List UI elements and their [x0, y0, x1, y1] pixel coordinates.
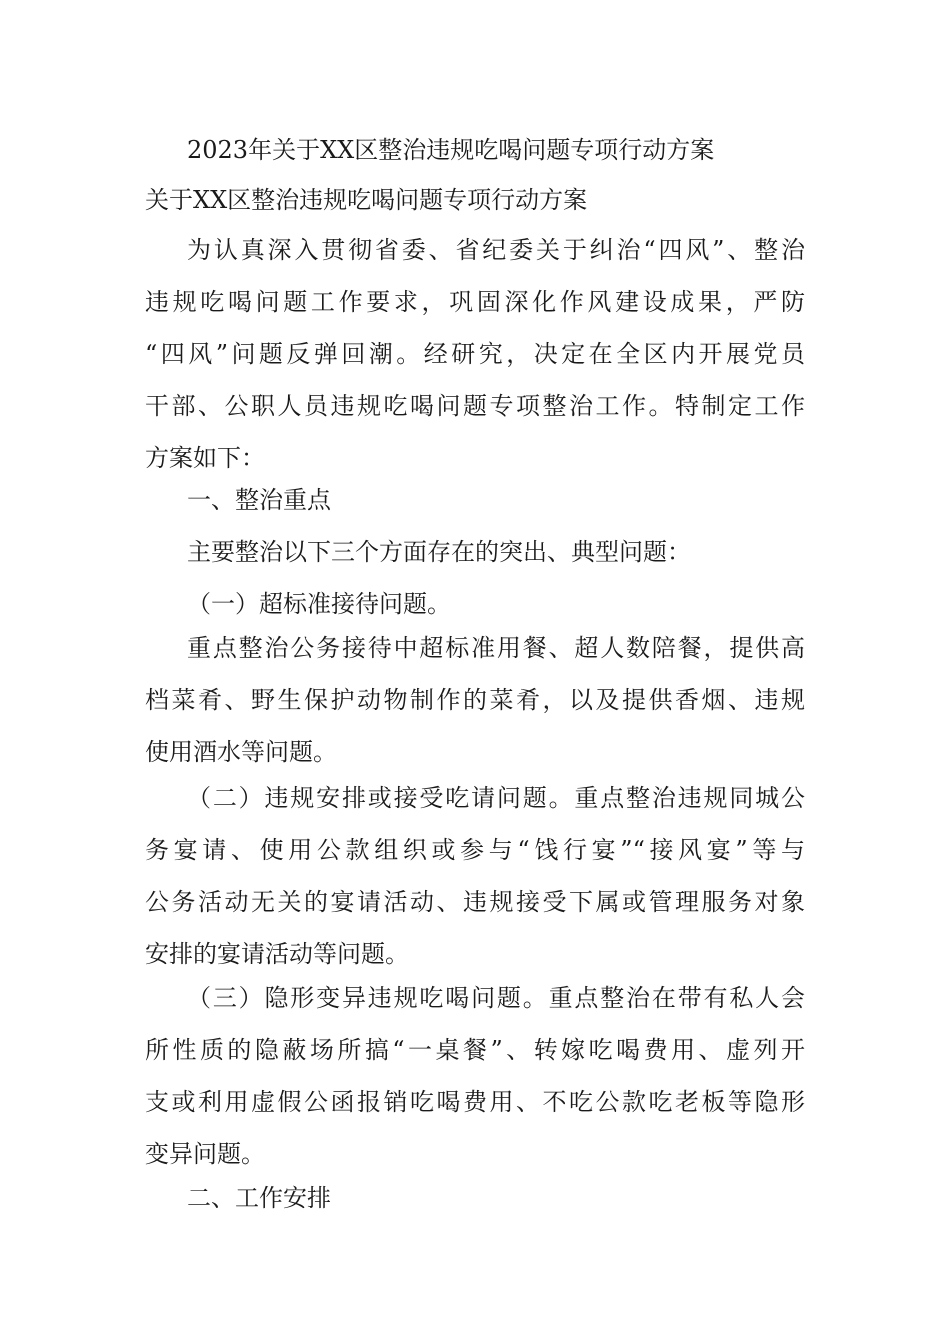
paragraph-line: 所性质的隐蔽场所搞“一桌餐”、转嫁吃喝费用、虚列开 [145, 1036, 805, 1064]
document-title: 2023年关于XX区整治违规吃喝问题专项行动方案 [187, 136, 715, 164]
item3-paragraph [145, 972, 805, 1180]
document-subtitle: 关于XX区整治违规吃喝问题专项行动方案 [145, 186, 588, 214]
section-heading: 一、整治重点 [187, 486, 331, 514]
paragraph-line: 为认真深入贯彻省委、省纪委关于纠治“四风”、整治 [187, 236, 805, 264]
paragraph-line: 方案如下： [145, 444, 265, 472]
section2-heading-block [145, 1172, 805, 1224]
section-lead: 主要整治以下三个方面存在的突出、典型问题： [187, 538, 691, 566]
paragraph-line: 违规吃喝问题工作要求，巩固深化作风建设成果，严防 [145, 288, 805, 316]
item1-paragraph [145, 622, 805, 778]
section1-heading-block [145, 474, 805, 630]
paragraph-line: 重点整治公务接待中超标准用餐、超人数陪餐，提供高 [187, 634, 805, 662]
paragraph-line: “四风”问题反弹回潮。经研究，决定在全区内开展党员 [145, 340, 805, 368]
item2-paragraph [145, 772, 805, 980]
paragraph-line: 使用酒水等问题。 [145, 738, 337, 766]
paragraph-line: 干部、公职人员违规吃喝问题专项整治工作。特制定工作 [145, 392, 805, 420]
paragraph-line: （三）隐形变异违规吃喝问题。重点整治在带有私人会 [187, 984, 805, 1012]
paragraph-line: 变异问题。 [145, 1140, 265, 1168]
paragraph-line: 档菜肴、野生保护动物制作的菜肴，以及提供香烟、违规 [145, 686, 805, 714]
item-heading: （一）超标准接待问题。 [187, 590, 451, 618]
intro-paragraph [145, 224, 805, 484]
section-heading: 二、工作安排 [187, 1184, 331, 1212]
paragraph-line: 公务活动无关的宴请活动、违规接受下属或管理服务对象 [145, 888, 805, 916]
paragraph-line: （二）违规安排或接受吃请问题。重点整治违规同城公 [187, 784, 805, 812]
paragraph-line: 安排的宴请活动等问题。 [145, 940, 409, 968]
paragraph-line: 务宴请、使用公款组织或参与“饯行宴”“接风宴”等与 [145, 836, 805, 864]
paragraph-line: 支或利用虚假公函报销吃喝费用、不吃公款吃老板等隐形 [145, 1088, 805, 1116]
